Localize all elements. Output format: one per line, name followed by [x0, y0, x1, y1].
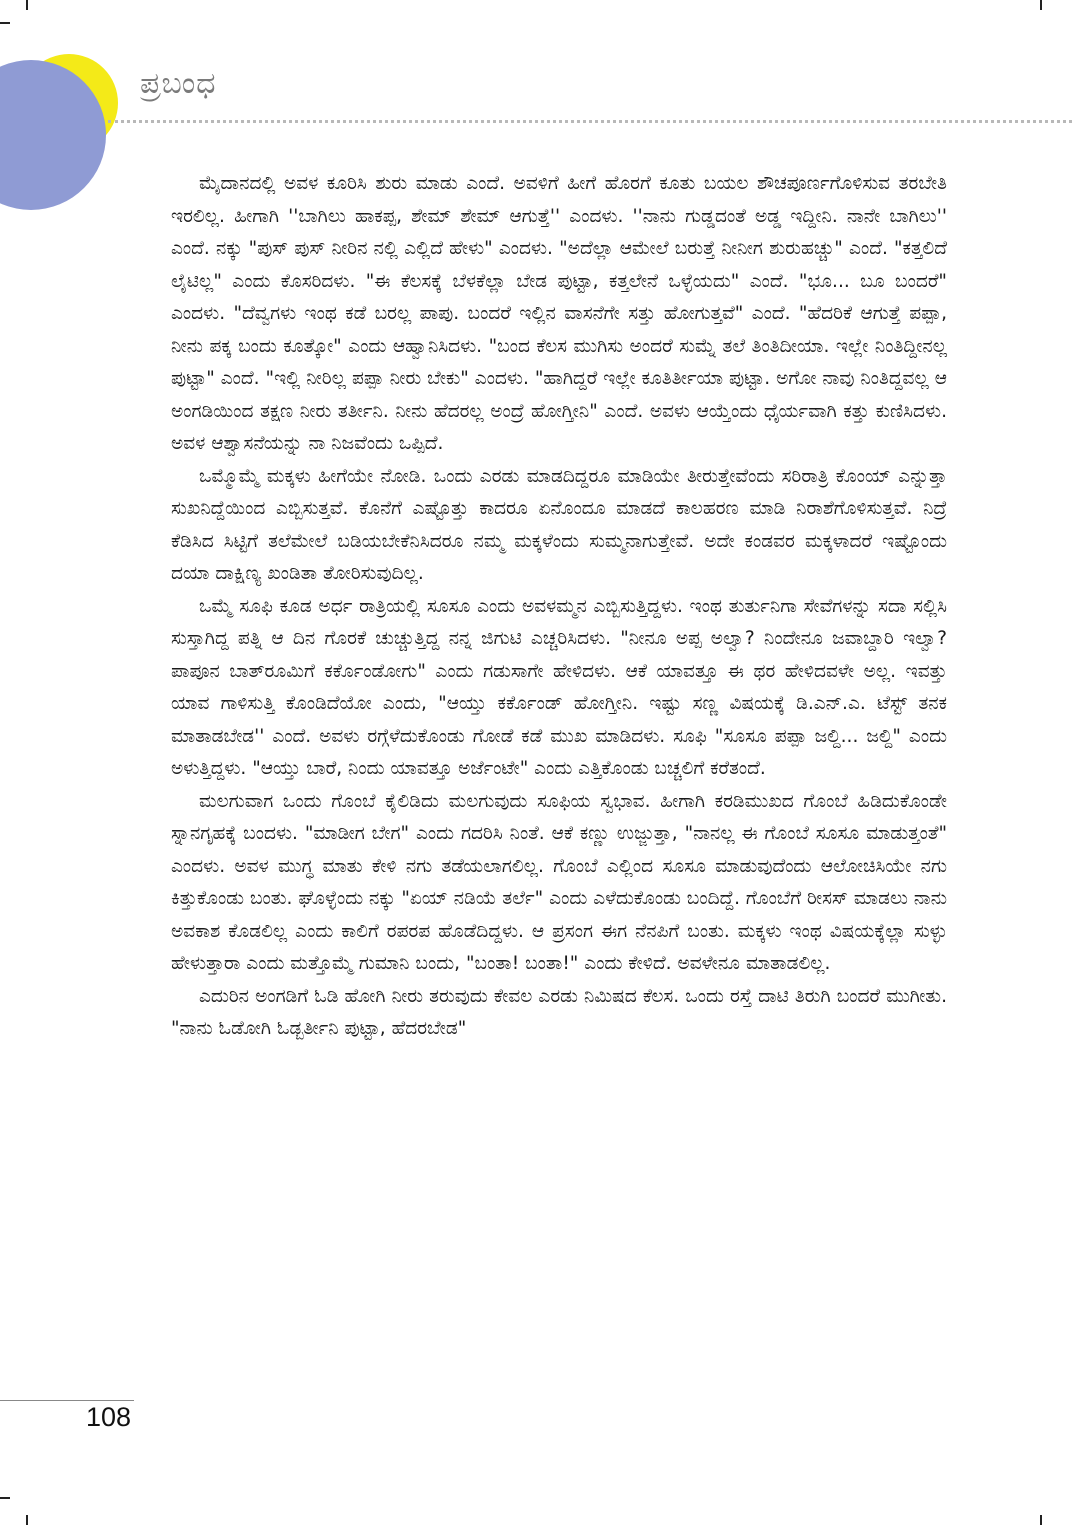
- paragraph: ಮಲಗುವಾಗ ಒಂದು ಗೊಂಬೆ ಕೈಲಿಡಿದು ಮಲಗುವುದು ಸೂಫಿಯ ಸ್ವಭಾವ. ಹೀಗಾಗಿ ಕರಡಿಮುಖದ ಗೊಂಬೆ ಹಿಡಿದುಕೊಂಡೇ ಸ್ನಾನಗೃಹಕ್ಕೆ ಬಂದಳು. "ಮಾಡೀಗ ಬೇಗ" ಎಂದು ಗದರಿಸಿ ನಿಂತೆ. ಆಕೆ ಕಣ್ಣು ಉಜ್ಜುತ್ತಾ, "ನಾನಲ್ಲ ಈ ಗೊಂಬೆ ಸೂಸೂ ಮಾಡುತ್ತಂತೆ" ಎಂದಳು. ಅವಳ ಮುಗ್ಧ ಮಾತು ಕೇಳಿ ನಗು ತಡೆಯಲಾಗಲಿಲ್ಲ. ಗೊಂಬೆ ಎಲ್ಲಿಂದ ಸೂಸೂ ಮಾಡುವುದೆಂದು ಆಲೋಚಿಸಿಯೇ ನಗು ಕಿತ್ತುಕೊಂಡು ಬಂತು. ಘೊಳ್ಳೆಂದು ನಕ್ಕು "ಏಯ್ ನಡಿಯೆ ತರ್ಲೆ" ಎಂದು ಎಳೆದುಕೊಂಡು ಬಂದಿದ್ದೆ. ಗೊಂಬೆಗೆ ರೀಸಸ್ ಮಾಡಲು ನಾನು ಅವಕಾಶ ಕೊಡಲಿಲ್ಲ ಎಂದು ಕಾಲಿಗೆ ರಪರಪ ಹೊಡೆದಿದ್ದಳು. ಆ ಪ್ರಸಂಗ ಈಗ ನೆನಪಿಗೆ ಬಂತು. ಮಕ್ಕಳು ಇಂಥ ವಿಷಯಕ್ಕೆಲ್ಲಾ ಸುಳ್ಳು ಹೇಳುತ್ತಾರಾ ಎಂದು ಮತ್ತೊಮ್ಮೆ ಗುಮಾನಿ ಬಂದು, "ಬಂತಾ! ಬಂತಾ!" ಎಂದು ಕೇಳಿದೆ. ಅವಳೇನೂ ಮಾತಾಡಲಿಲ್ಲ.: [171, 790, 947, 974]
- crop-mark-bottom-right: [1040, 1515, 1042, 1525]
- crop-mark-left-upper: [0, 22, 10, 24]
- page-number-rule: [0, 1400, 134, 1401]
- crop-mark-bottom-left: [26, 1515, 28, 1525]
- crop-mark-top-left: [26, 0, 28, 10]
- paragraph: ಮೈದಾನದಲ್ಲಿ ಅವಳ ಕೂರಿಸಿ ಶುರು ಮಾಡು ಎಂದೆ. ಅವಳಿಗೆ ಹೀಗೆ ಹೊರಗೆ ಕೂತು ಬಯಲ ಶೌಚಪೂರ್ಣಗೊಳಿಸುವ ತರಬೇತಿ ಇರಲಿಲ್ಲ. ಹೀಗಾಗಿ ''ಬಾಗಿಲು ಹಾಕಪ್ಪ, ಶೇಮ್ ಶೇಮ್ ಆಗುತ್ತೆ'' ಎಂದಳು. ''ನಾನು ಗುಡ್ಡದಂತೆ ಅಡ್ಡ ಇದ್ದೀನಿ. ನಾನೇ ಬಾಗಿಲು'' ಎಂದೆ. ನಕ್ಕು "ಪುಸ್ ಪುಸ್ ನೀರಿನ ನಲ್ಲಿ ಎಲ್ಲಿದೆ ಹೇಳು" ಎಂದಳು. "ಅದೆಲ್ಲಾ ಆಮೇಲೆ ಬರುತ್ತೆ ನೀನೀಗ ಶುರುಹಚ್ಚು" ಎಂದೆ. "ಕತ್ತಲಿದೆ ಲೈಟಿಲ್ಲ" ಎಂದು ಕೊಸರಿದಳು. "ಈ ಕೆಲಸಕ್ಕೆ ಬೆಳಕೆಲ್ಲಾ ಬೇಡ ಪುಟ್ಟಾ, ಕತ್ತಲೇನೆ ಒಳ್ಳೆಯದು" ಎಂದೆ. "ಭೂ... ಬೂ ಬಂದರೆ" ಎಂದಳು. "ದೆವ್ವಗಳು ಇಂಥ ಕಡೆ ಬರಲ್ಲ ಪಾಪು. ಬಂದರೆ ಇಲ್ಲಿನ ವಾಸನೆಗೇ ಸತ್ತು ಹೋಗುತ್ತವೆ" ಎಂದೆ. "ಹೆದರಿಕೆ ಆಗುತ್ತೆ ಪಪ್ಪಾ, ನೀನು ಪಕ್ಕ ಬಂದು ಕೂತ್ಕೋ" ಎಂದು ಆಹ್ವಾನಿಸಿದಳು. "ಬಂದ ಕೆಲಸ ಮುಗಿಸು ಅಂದರೆ ಸುಮ್ನೆ ತಲೆ ತಿಂತಿದೀಯಾ. ಇಲ್ಲೇ ನಿಂತಿದ್ದೀನಲ್ಲ ಪುಟ್ಟಾ" ಎಂದೆ. "ಇಲ್ಲಿ ನೀರಿಲ್ಲ ಪಪ್ಪಾ ನೀರು ಬೇಕು" ಎಂದಳು. "ಹಾಗಿದ್ದರೆ ಇಲ್ಲೇ ಕೂತಿರ್ತೀಯಾ ಪುಟ್ಟಾ. ಅಗೋ ನಾವು ನಿಂತಿದ್ದವಲ್ಲ ಆ ಅಂಗಡಿಯಿಂದ ತಕ್ಷಣ ನೀರು ತರ್ತೀನಿ. ನೀನು ಹೆದರಲ್ಲ ಅಂದ್ರೆ ಹೋಗ್ತೀನಿ" ಎಂದೆ. ಅವಳು ಆಯ್ತೆಂದು ಧೈರ್ಯವಾಗಿ ಕತ್ತು ಕುಣಿಸಿದಳು. ಅವಳ ಆಶ್ವಾಸನೆಯನ್ನು ನಾ ನಿಜವೆಂದು ಒಪ್ಪಿದೆ.: [171, 173, 947, 454]
- paragraph: ಎದುರಿನ ಅಂಗಡಿಗೆ ಓಡಿ ಹೋಗಿ ನೀರು ತರುವುದು ಕೇವಲ ಎರಡು ನಿಮಿಷದ ಕೆಲಸ. ಒಂದು ರಸ್ತೆ ದಾಟಿ ತಿರುಗಿ ಬಂದರೆ ಮುಗೀತು. "ನಾನು ಓಡೋಗಿ ಓಡ್ಬರ್ತೀನಿ ಪುಟ್ಟಾ, ಹೆದರಬೇಡ": [171, 985, 947, 1039]
- paragraph: ಒಮ್ಮೊಮ್ಮೆ ಮಕ್ಕಳು ಹೀಗೆಯೇ ನೋಡಿ. ಒಂದು ಎರಡು ಮಾಡದಿದ್ದರೂ ಮಾಡಿಯೇ ತೀರುತ್ತೇವೆಂದು ಸರಿರಾತ್ರಿ ಕೊಂಯ್ ಎನ್ನುತ್ತಾ ಸುಖನಿದ್ದೆಯಿಂದ ಎಬ್ಬಿಸುತ್ತವೆ. ಕೊನೆಗೆ ಎಷ್ಟೊತ್ತು ಕಾದರೂ ಏನೊಂದೂ ಮಾಡದೆ ಕಾಲಹರಣ ಮಾಡಿ ನಿರಾಶೆಗೊಳಿಸುತ್ತವೆ. ನಿದ್ರೆ ಕೆಡಿಸಿದ ಸಿಟ್ಟಿಗೆ ತಲೆಮೇಲೆ ಬಡಿಯಬೇಕೆನಿಸಿದರೂ ನಮ್ಮ ಮಕ್ಕಳೆಂದು ಸುಮ್ಮನಾಗುತ್ತೇವೆ. ಅದೇ ಕಂಡವರ ಮಕ್ಕಳಾದರೆ ಇಷ್ಟೊಂದು ದಯಾ ದಾಕ್ಷಿಣ್ಯ ಖಂಡಿತಾ ತೋರಿಸುವುದಿಲ್ಲ.: [171, 465, 947, 584]
- article-body: [171, 168, 947, 1046]
- section-heading: ಪ್ರಬಂಧ: [140, 66, 217, 101]
- dotted-divider: [108, 120, 1072, 123]
- page-number: 108: [86, 1402, 132, 1432]
- crop-mark-top-right: [1040, 0, 1042, 10]
- paragraph: ಒಮ್ಮೆ ಸೂಫಿ ಕೂಡ ಅರ್ಧ ರಾತ್ರಿಯಲ್ಲಿ ಸೂಸೂ ಎಂದು ಅವಳಮ್ಮನ ಎಬ್ಬಿಸುತ್ತಿದ್ದಳು. ಇಂಥ ತುರ್ತುನಿಗಾ ಸೇವೆಗಳನ್ನು ಸದಾ ಸಲ್ಲಿಸಿ ಸುಸ್ತಾಗಿದ್ದ ಪತ್ನಿ ಆ ದಿನ ಗೊರಕೆ ಚುಚ್ಚುತ್ತಿದ್ದ ನನ್ನ ಜಿಗುಟಿ ಎಚ್ಚರಿಸಿದಳು. "ನೀನೂ ಅಪ್ಪ ಅಲ್ವಾ? ನಿಂದೇನೂ ಜವಾಬ್ದಾರಿ ಇಲ್ವಾ? ಪಾಪೂನ ಬಾತ್‌ರೂಮಿಗೆ ಕರ್ಕೊಂಡೋಗು" ಎಂದು ಗಡುಸಾಗೇ ಹೇಳಿದಳು. ಆಕೆ ಯಾವತ್ತೂ ಈ ಥರ ಹೇಳಿದವಳೇ ಅಲ್ಲ. ಇವತ್ತು ಯಾವ ಗಾಳಿಸುತ್ತಿ ಕೊಂಡಿದೆಯೋ ಎಂದು, "ಆಯ್ತು ಕರ್ಕೊಂಡ್ ಹೋಗ್ತೀನಿ. ಇಷ್ಟು ಸಣ್ಣ ವಿಷಯಕ್ಕೆ ಡಿ.ಎನ್.ಎ. ಟೆಸ್ಟ್ ತನಕ ಮಾತಾಡಬೇಡ'' ಎಂದೆ. ಅವಳು ರಗ್ಗೆಳೆದುಕೊಂಡು ಗೋಡೆ ಕಡೆ ಮುಖ ಮಾಡಿದಳು. ಸೂಫಿ "ಸೂಸೂ ಪಪ್ಪಾ ಜಲ್ದಿ... ಜಲ್ದಿ" ಎಂದು ಅಳುತ್ತಿದ್ದಳು. "ಆಯ್ತು ಬಾರೆ, ನಿಂದು ಯಾವತ್ತೂ ಅರ್ಜೆಂಟೇ" ಎಂದು ಎತ್ತಿಕೊಂಡು ಬಚ್ಚಲಿಗೆ ಕರೆತಂದೆ.: [171, 595, 947, 779]
- crop-mark-left-lower: [0, 1497, 10, 1499]
